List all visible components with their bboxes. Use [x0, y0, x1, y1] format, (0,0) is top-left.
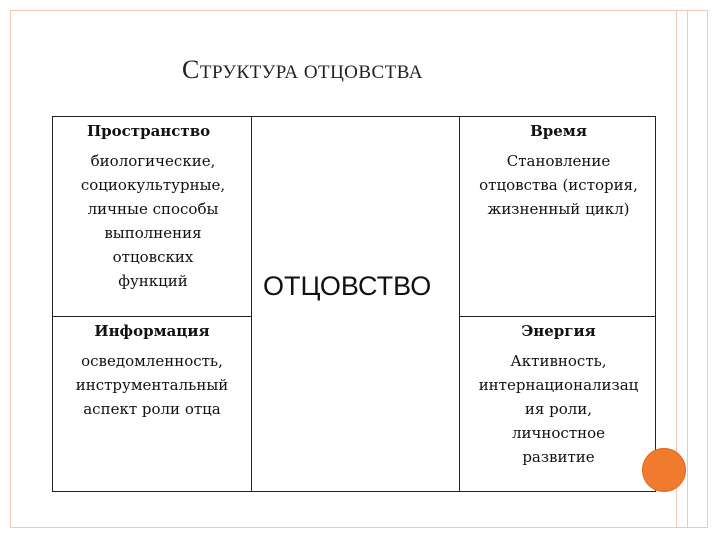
quadrant-information-line: инструментальный — [75, 376, 229, 394]
quadrant-information-line: осведомленность, — [81, 352, 223, 370]
center-label: ОТЦОВСТВО — [263, 271, 432, 301]
quadrant-time-heading: Время — [530, 122, 587, 140]
quadrant-energy-line: личностное — [511, 424, 606, 442]
quadrant-space-line: отцовских — [112, 248, 194, 266]
divider-left-horizontal — [53, 316, 252, 317]
quadrant-space-line: личные способы — [87, 200, 219, 218]
quadrant-time-line: отцовства (история, — [479, 176, 638, 194]
accent-circle — [642, 448, 686, 492]
slide-title — [182, 55, 423, 85]
quadrant-space-line: биологические, — [90, 152, 216, 170]
quadrant-information — [55, 319, 249, 421]
title-first-letter: С — [182, 55, 200, 84]
quadrant-energy-heading: Энергия — [521, 322, 596, 340]
divider-left — [251, 117, 252, 491]
quadrant-information-heading: Информация — [94, 322, 210, 340]
quadrant-energy — [461, 319, 656, 469]
structure-grid — [52, 116, 656, 492]
divider-right — [459, 117, 460, 491]
quadrant-time-line: Становление — [506, 152, 611, 170]
quadrant-space-heading: Пространство — [87, 122, 211, 140]
quadrant-energy-line: развитие — [522, 448, 595, 466]
quadrant-information-line: аспект роли отца — [83, 400, 221, 418]
title-rest: ТРУКТУРА ОТЦОВСТВА — [199, 62, 424, 83]
quadrant-energy-line: Активность, — [510, 352, 607, 370]
quadrant-space-line: функций — [118, 272, 188, 290]
quadrant-space — [63, 119, 243, 293]
slide-frame-sidebar — [676, 10, 688, 528]
quadrant-time — [461, 119, 656, 221]
quadrant-time-line: жизненный цикл) — [487, 200, 630, 218]
quadrant-space-line: социокультурные, — [80, 176, 226, 194]
quadrant-energy-line: ия роли, — [524, 400, 593, 418]
quadrant-energy-line: интернационализац — [478, 376, 639, 394]
quadrant-space-line: выполнения — [104, 224, 202, 242]
divider-right-horizontal — [459, 316, 656, 317]
